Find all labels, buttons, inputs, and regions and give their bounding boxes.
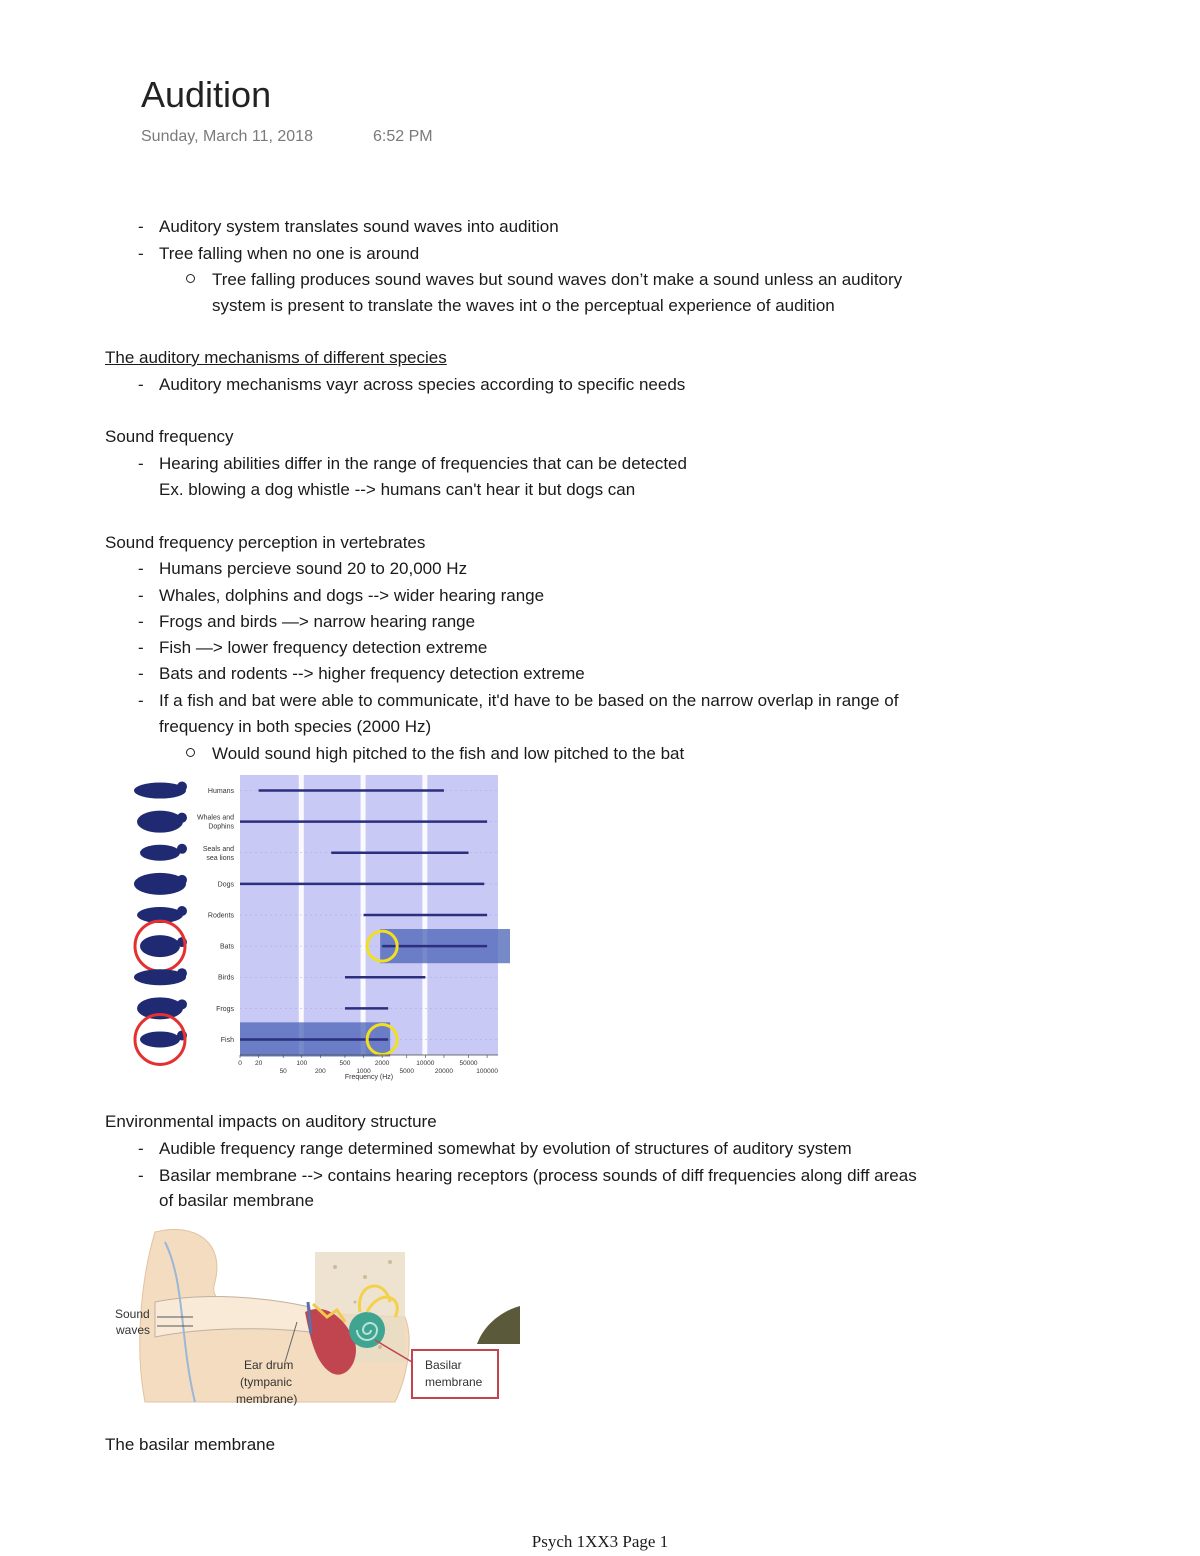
x-tick-label: 5000 — [399, 1068, 414, 1075]
bullet-dash: - — [138, 244, 144, 263]
bullet-dash: - — [138, 375, 144, 394]
vertebrates-bullet: Whales, dolphins and dogs --> wider hearing range — [159, 586, 545, 605]
bullet-dash: - — [138, 638, 144, 657]
category-label: Seals and — [202, 845, 234, 853]
x-tick-label: 1000 — [356, 1068, 371, 1075]
vertebrates-sub-bullet: Would sound high pitched to the fish and low pitched to the bat — [212, 744, 685, 763]
sub-bullet-circle-icon — [186, 748, 195, 757]
animal-silhouette-icon — [134, 968, 187, 985]
category-label: Birds — [218, 974, 234, 982]
animal-silhouette-icon — [137, 811, 187, 833]
label-sound-waves: Sound — [115, 1307, 150, 1321]
environment-heading: Environmental impacts on auditory structure — [105, 1112, 437, 1131]
bullet-dash: - — [138, 1166, 144, 1185]
x-tick-label: 10000 — [416, 1060, 435, 1067]
category-label: Dogs — [217, 881, 234, 889]
label-ear-drum: (tympanic — [240, 1375, 293, 1389]
animal-head-silhouette — [477, 1306, 520, 1344]
vertebrates-bullet: Frogs and birds —> narrow hearing range — [159, 612, 476, 631]
bullet-dash: - — [138, 612, 144, 631]
vertebrates-heading: Sound frequency perception in vertebrates — [105, 533, 426, 552]
frequency-bullet-1: Hearing abilities differ in the range of frequencies that can be detected — [159, 454, 687, 473]
page-date: Sunday, March 11, 2018 — [141, 128, 313, 145]
animal-silhouette-icon — [134, 873, 187, 895]
x-tick-label: 50000 — [459, 1060, 478, 1067]
page-time: 6:52 PM — [373, 128, 433, 145]
environment-bullet-1: Audible frequency range determined somewhat by evolution of structures of auditory system — [159, 1139, 852, 1158]
category-label: Bats — [219, 943, 234, 951]
intro-bullet-2: Tree falling when no one is around — [159, 244, 420, 263]
category-label: Fish — [220, 1036, 234, 1044]
intro-sub-bullet-line-1: Tree falling produces sound waves but sound waves don’t make a sound unless an auditory — [212, 270, 903, 289]
x-tick-label: 50 — [279, 1068, 287, 1075]
page-title: Audition — [141, 74, 272, 115]
species-heading: The auditory mechanisms of different species — [105, 348, 447, 367]
hearing-range-chart — [120, 765, 520, 1085]
x-tick-label: 200 — [314, 1068, 326, 1075]
category-label: sea lions — [206, 854, 234, 862]
chart-xlabel: Frequency (Hz) — [344, 1074, 394, 1081]
animal-silhouette-icon — [135, 1014, 187, 1064]
vertebrates-bullet: Humans percieve sound 20 to 20,000 Hz — [159, 559, 468, 578]
vertebrates-bullet: Bats and rodents --> higher frequency detection extreme — [159, 664, 585, 683]
x-tick-label: 0 — [238, 1060, 242, 1067]
vertebrates-bullet-6-line-2: frequency in both species (2000 Hz) — [159, 717, 432, 736]
animal-silhouette-icon — [140, 844, 187, 861]
category-label: Frogs — [216, 1005, 234, 1013]
intro-bullet-1: Auditory system translates sound waves into audition — [159, 217, 559, 236]
vertebrates-bullet: Fish —> lower frequency detection extreme — [159, 638, 488, 657]
page-footer: Psych 1XX3 Page 1 — [531, 1532, 669, 1551]
animal-silhouette-icon — [135, 921, 187, 971]
frequency-example: Ex. blowing a dog whistle --> humans can't hear it but dogs can — [159, 480, 636, 499]
bullet-dash: - — [138, 559, 144, 578]
category-label: Dophins — [208, 823, 234, 831]
bullet-dash: - — [138, 586, 144, 605]
x-tick-label: 20 — [254, 1060, 263, 1067]
intro-sub-bullet-line-2: system is present to translate the waves int o the perceptual experience of audition — [212, 296, 835, 315]
x-tick-label: 100000 — [476, 1068, 498, 1075]
x-tick-label: 500 — [339, 1060, 351, 1067]
bullet-dash: - — [138, 691, 144, 710]
label-basilar-membrane: membrane — [425, 1375, 483, 1389]
species-bullet-1: Auditory mechanisms vayr across species according to specific needs — [159, 375, 686, 394]
label-ear-drum: Ear drum — [244, 1358, 294, 1372]
bullet-dash: - — [138, 1139, 144, 1158]
x-tick-label: 100 — [296, 1060, 308, 1067]
vertebrates-bullet-6-line-1: If a fish and bat were able to communicate, it'd have to be based on the narrow overlap in range of — [159, 691, 899, 710]
environment-bullet-2-line-2: of basilar membrane — [159, 1191, 314, 1210]
environment-bullet-2-line-1: Basilar membrane --> contains hearing receptors (process sounds of diff frequencies along diff areas — [159, 1166, 917, 1185]
bullet-dash: - — [138, 217, 144, 236]
x-tick-label: 2000 — [374, 1060, 390, 1067]
sub-bullet-circle-icon — [186, 274, 195, 283]
category-label: Rodents — [207, 912, 234, 920]
bullet-dash: - — [138, 664, 144, 683]
category-label: Whales and — [197, 814, 234, 822]
label-ear-drum: membrane) — [236, 1392, 298, 1406]
basilar-heading: The basilar membrane — [105, 1435, 276, 1454]
category-label: Humans — [207, 788, 234, 796]
x-tick-label: 20000 — [434, 1068, 453, 1075]
animal-silhouette-icon — [137, 997, 187, 1019]
bullet-dash: - — [138, 454, 144, 473]
frequency-heading: Sound frequency — [105, 427, 234, 446]
ear-anatomy-diagram — [105, 1222, 525, 1412]
label-basilar-membrane: Basilar — [425, 1358, 462, 1372]
label-sound-waves: waves — [116, 1323, 151, 1337]
animal-silhouette-icon — [134, 782, 187, 799]
